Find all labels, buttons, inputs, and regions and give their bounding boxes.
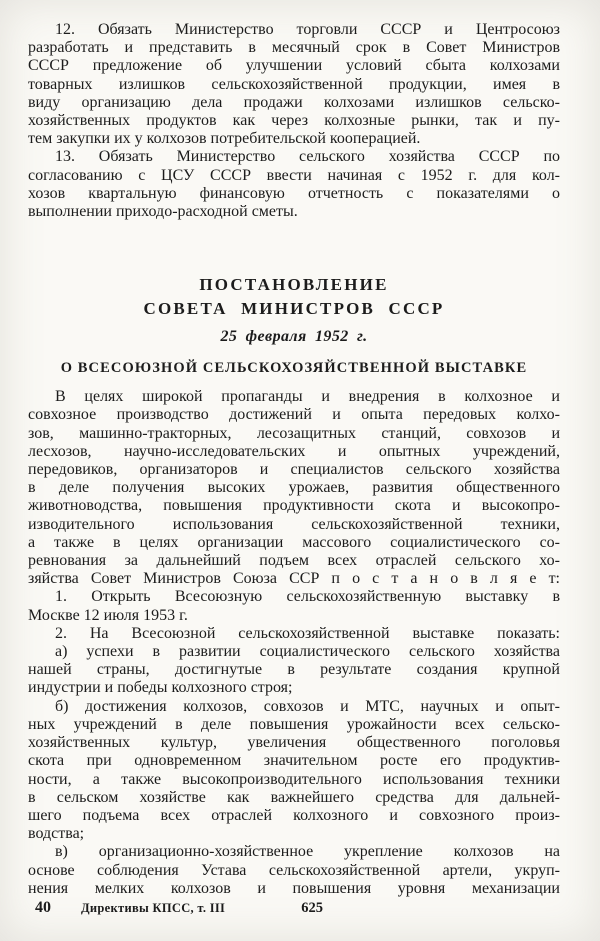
text-line: виду организацию дела продажи колхозами излишков сельско- (28, 93, 560, 111)
previous-document-tail (28, 21, 560, 221)
decree-title-line-1: ПОСТАНОВЛЕНИЕ (199, 275, 389, 295)
decree-body (28, 388, 560, 898)
text-line: выполнении приходо-расходной сметы. (28, 203, 298, 221)
text-line: ревнования за дальнейший подъем всех отраслей сельского хо- (28, 552, 560, 570)
text-line: 2. На Всесоюзной сельскохозяйственной выставке показать: (55, 624, 560, 642)
text-line: 13. Обязать Министерство сельского хозяйства СССР по (55, 148, 560, 166)
text-line: совхозное производство достижений и опыта передовых колхо- (28, 406, 560, 424)
text-line: 1. Открыть Всесоюзную сельскохозяйственную выставку в (55, 588, 560, 606)
text-line: в) организационно-хозяйственное укрепление колхозов на (55, 843, 560, 861)
text-line: животноводства, повышения продуктивности скота и высокопро- (28, 497, 560, 515)
text-line: а) успехи в развитии социалистического сельского хозяйства (55, 643, 560, 661)
text-line: нения мелких колхозов и повышения уровня механизации (28, 879, 560, 897)
text-line: хозов квартальную финансовую отчетность с показателями о (28, 184, 560, 202)
text-line: основе соблюдения Устава сельскохозяйственной артели, укруп- (28, 861, 560, 879)
text-line: изводительного использования сельскохозяйственной техники, (28, 515, 560, 533)
text-line: товарных излишков сельскохозяйственной продукции, имея в (28, 75, 560, 93)
text-line: В целях широкой пропаганды и внедрения в колхозное и (55, 388, 560, 406)
text-line: шего подъема всех отраслей колхозного и совхозного произ- (28, 806, 560, 824)
paragraph (28, 698, 560, 844)
text-line: нашей страны, достигнутые в результате создания крупной (28, 661, 560, 679)
text-line: а также в целях организации массового социалистического со- (28, 533, 560, 551)
paragraph (28, 21, 560, 148)
text-line: хозяйственных культур, увеличения общественного поголовья (28, 734, 560, 752)
footer-page-number: 625 (301, 900, 323, 916)
text-line: в деле получения высоких урожаев, развития общественного (28, 479, 560, 497)
text-line: ности, а также высокопроизводительного использования техники (28, 770, 560, 788)
page-footer (28, 899, 560, 917)
footer-volume-signature-number: 40 (35, 899, 51, 916)
text-line: тем закупки их у колхозов потребительской кооперацией. (28, 130, 421, 148)
paragraph (28, 643, 560, 698)
text-line: зов, машинно-тракторных, лесозащитных станций, совхозов и (28, 424, 560, 442)
text-line: Москве 12 июля 1953 г. (28, 606, 188, 624)
paragraph (28, 843, 560, 898)
text-line: б) достижения колхозов, совхозов и МТС, научных и опыт- (55, 697, 560, 715)
text-line: ных учреждений в деле повышения урожайности всех сельско- (28, 715, 560, 733)
text-line: согласованию с ЦСУ СССР ввести начиная с 1952 г. для кол- (28, 166, 560, 184)
text-line: скота при одновременном значительном росте его продуктив- (28, 752, 560, 770)
text-line: лесхозов, научно-исследовательских и опытных учреждений, (28, 442, 560, 460)
decree-heading (28, 273, 560, 378)
paragraph (28, 625, 560, 643)
text-line: СССР предложение об улучшении условий сбыта колхозами (28, 57, 560, 75)
text-line: водства; (28, 825, 85, 843)
text-line: разработать и представить в месячный срок в Совет Министров (28, 39, 560, 57)
text-line: индустрии и победы колхозного строя; (28, 679, 293, 697)
text-line: в сельском хозяйстве как важнейшего средства для дальней- (28, 788, 560, 806)
decree-date: 25 февраля 1952 г. (220, 328, 368, 346)
decree-subject: О ВСЕСОЮЗНОЙ СЕЛЬСКОХОЗЯЙСТВЕННОЙ ВЫСТАВКЕ (60, 360, 528, 377)
text-line: 12. Обязать Министерство торговли СССР и Центросоюз (55, 21, 560, 38)
paragraph (28, 148, 560, 221)
text-line: зяйства Совет Министров Союза ССР п о с т а н о в л я е т: (28, 570, 560, 588)
text-line: хозяйственных продуктов как через колхозные рынки, так и пу- (28, 112, 560, 130)
paragraph (28, 588, 560, 624)
text-line: передовиков, организаторов и специалистов сельского хозяйства (28, 461, 560, 479)
footer-edition-label: Директивы КПСС, т. III (81, 901, 226, 915)
paragraph (28, 388, 560, 588)
decree-title-line-2: СОВЕТА МИНИСТРОВ СССР (143, 299, 445, 319)
